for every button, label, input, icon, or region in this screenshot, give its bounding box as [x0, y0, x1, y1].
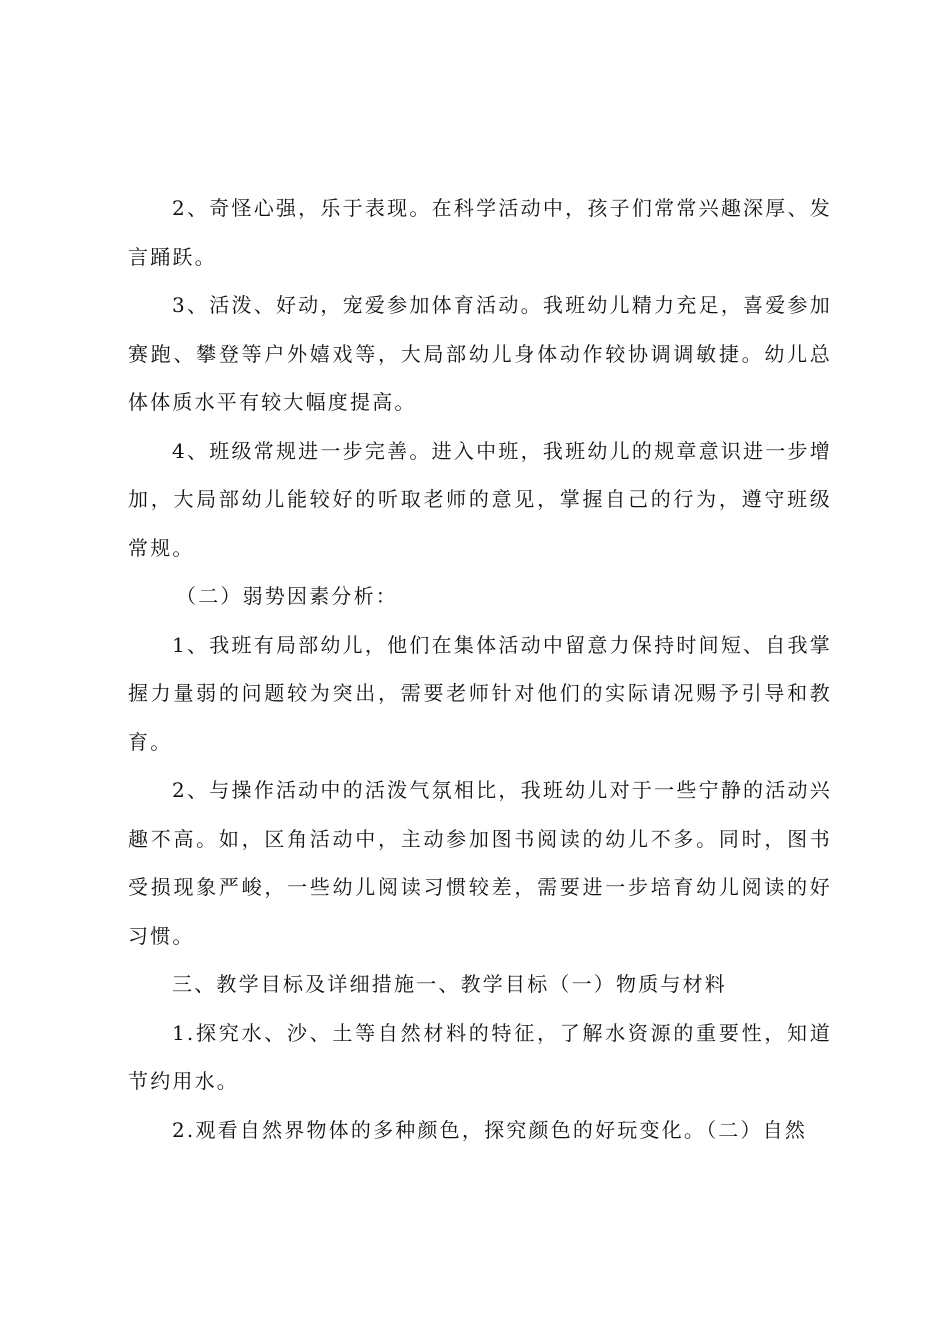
paragraph-attention-span: 1、我班有局部幼儿，他们在集体活动中留意力保持时间短、自我掌握力量弱的问题较为突出，需要老师针对他们的实际请况赐予引导和教育。: [128, 632, 832, 754]
paragraph-colors: 2.观看自然界物体的多种颜色，探究颜色的好玩变化。（二）自然: [172, 1117, 808, 1142]
paragraph-class-rules: 4、班级常规进一步完善。进入中班，我班幼儿的规章意识进一步增加，大局部幼儿能较好的听取老师的意见，掌握自己的行为，遵守班级常规。: [128, 438, 832, 560]
section-heading-weakness-analysis: （二）弱势因素分析：: [176, 584, 398, 608]
document-body: [128, 184, 832, 1154]
section-heading-teaching-goals: 三、教学目标及详细措施一、教学目标（一）物质与材料: [172, 972, 727, 996]
paragraph-natural-materials: 1.探究水、沙、土等自然材料的特征，了解水资源的重要性，知道节约用水。: [128, 1020, 832, 1093]
paragraph-active-sports: 3、活泼、好动，宠爱参加体育活动。我班幼儿精力充足，喜爱参加赛跑、攀登等户外嬉戏等，大局部幼儿身体动作较协调调敏捷。幼儿总体体质水平有较大幅度提高。: [128, 293, 832, 414]
paragraph-curiosity: 2、奇怪心强，乐于表现。在科学活动中，孩子们常常兴趣深厚、发言踊跃。: [128, 196, 832, 269]
paragraph-reading-habits: 2、与操作活动中的活泼气氛相比，我班幼儿对于一些宁静的活动兴趣不高。如，区角活动中，主动参加图书阅读的幼儿不多。同时，图书受损现象严峻，一些幼儿阅读习惯较差，需要进一步培育幼儿阅读的好习惯。: [128, 778, 832, 948]
